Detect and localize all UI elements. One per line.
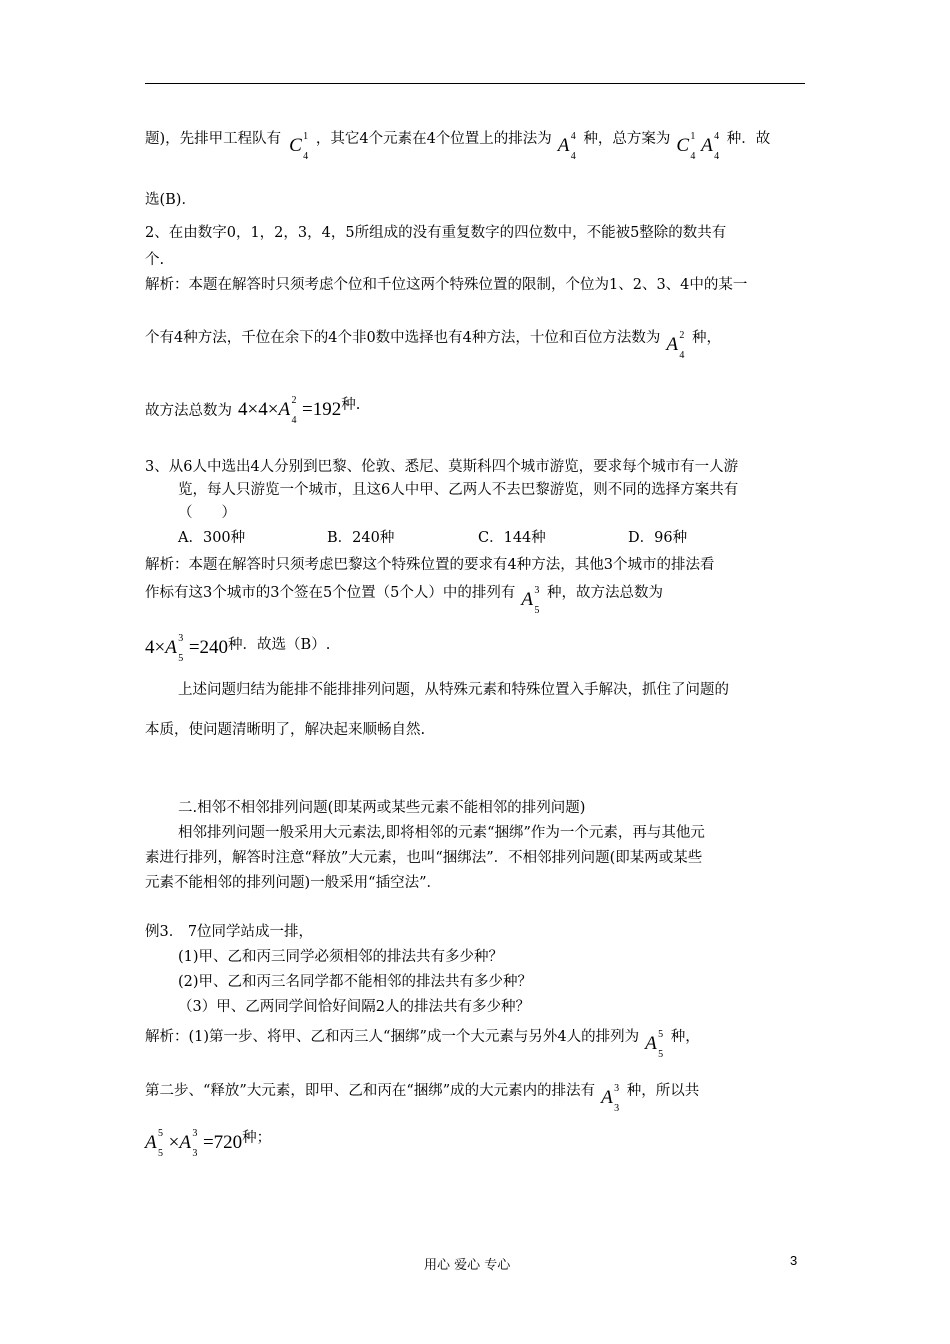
option-d: D．96种: [628, 530, 688, 546]
text: 第二步、“释放”大元素，即甲、乙和丙在“捆绑”成的大元素内的排法有: [145, 1083, 596, 1099]
example-title: 例3． 7位同学站成一排，: [145, 924, 314, 940]
text-line: （3）甲、乙两同学间恰好间隔2人的排法共有多少种？: [178, 999, 530, 1015]
math-A53: A 3 5: [165, 633, 184, 664]
text: 种．故选（B）.: [228, 637, 331, 653]
text-line: 元素不能相邻的排列问题)一般采用“插空法”．: [145, 875, 441, 891]
text: 题)，先排甲工程队有: [145, 131, 282, 147]
text-line: [145, 582, 664, 616]
text: 种.: [341, 397, 361, 413]
text-line: (2)甲、乙和丙三名同学都不能相邻的排法共有多少种？: [178, 974, 533, 990]
text-line: 选(B)．: [145, 192, 196, 208]
text: 种，总方案为: [583, 131, 671, 147]
header-rule: [145, 83, 805, 84]
text: 种，所以共: [626, 1083, 700, 1099]
text: 种；: [242, 1130, 272, 1146]
text-line: 相邻排列问题一般采用大元素法,即将相邻的元素“捆绑”作为一个元素，再与其他元: [178, 825, 705, 841]
math-A44: A 4 4: [557, 131, 576, 162]
section-heading: 二.相邻不相邻排列问题(即某两或某些元素不能相邻的排列问题): [178, 800, 586, 816]
option-b: B．240种: [327, 530, 395, 546]
text-line: [145, 128, 771, 162]
option-c: C．144种: [478, 530, 546, 546]
text: 种，: [670, 1029, 700, 1045]
text-line: 2、在由数字0，1，2，3，4，5所组成的没有重复数字的四位数中，不能被5整除的数共有: [145, 225, 727, 241]
math-A42: A 2 4: [278, 395, 297, 426]
text-line: 览，每人只游览一个城市，且这6人中甲、乙两人不去巴黎游览，则不同的选择方案共有: [178, 482, 739, 498]
text: 种，: [692, 330, 722, 346]
math-text: ×: [168, 1132, 180, 1153]
text-line: 3、从6人中选出4人分别到巴黎、伦敦、悉尼、莫斯科四个城市游览，要求每个城市有一人游: [145, 459, 739, 475]
text-line: [145, 395, 361, 426]
footer-motto: 用心 爱心 专心: [424, 1258, 511, 1273]
option-a: A．300种: [178, 530, 246, 546]
text: 故方法总数为: [145, 403, 232, 419]
text-line: 解析：本题在解答时只须考虑巴黎这个特殊位置的要求有4种方法，其他3个城市的排法看: [145, 557, 715, 573]
math-text: =192: [302, 399, 342, 420]
text-line: 上述问题归结为能排不能排排列问题，从特殊元素和特殊位置入手解决，抓住了问题的: [178, 682, 729, 698]
math-A55: A 5 5: [145, 1128, 163, 1159]
text-line: 素进行排列，解答时注意“释放”大元素，也叫“捆绑法”．不相邻排列问题(即某两或某些: [145, 850, 703, 866]
math-text: =720: [202, 1132, 243, 1153]
math-C41: C 1 4: [289, 131, 309, 162]
text-line: 个.: [145, 252, 165, 268]
text-line: （ ）: [178, 505, 236, 521]
math-A33: A 3 3: [601, 1083, 620, 1114]
text: 个有4种方法，千位在余下的4个非0数中选择也有4种方法，十位和百位方法数为: [145, 330, 661, 346]
math-text: 4×4×: [238, 399, 279, 420]
text-line: 本质，使问题清晰明了，解决起来顺畅自然.: [145, 722, 426, 738]
text-line: [145, 1128, 272, 1159]
text-line: [145, 1026, 700, 1060]
text-line: [145, 327, 722, 361]
math-A53: A 3 5: [521, 585, 540, 616]
text-line: 解析：本题在解答时只须考虑个位和千位这两个特殊位置的限制，个位为1、2、3、4中的某一: [145, 277, 748, 293]
text-line: [145, 633, 331, 664]
text: 种．故: [726, 131, 771, 147]
math-C41: C 1 4: [676, 131, 696, 162]
math-A33: A 3 3: [179, 1128, 198, 1159]
text: 作标有这3个城市的3个签在5个位置（5个人）中的排列有: [145, 585, 516, 601]
page-number: 3: [790, 1253, 798, 1268]
math-text: =240: [188, 637, 229, 658]
text: ，其它4个元素在4个位置上的排法为: [315, 131, 552, 147]
text-line: (1)甲、乙和丙三同学必须相邻的排法共有多少种？: [178, 949, 504, 965]
text: 解析：(1)第一步、将甲、乙和丙三人“捆绑”成一个大元素与另外4人的排列为: [145, 1029, 640, 1045]
text: 种，故方法总数为: [547, 585, 664, 601]
math-A42: A 2 4: [666, 330, 685, 361]
math-A55: A 5 5: [645, 1029, 664, 1060]
math-A44: A 4 4: [701, 131, 720, 162]
math-text: 4×: [145, 637, 166, 658]
text-line: [145, 1080, 700, 1114]
